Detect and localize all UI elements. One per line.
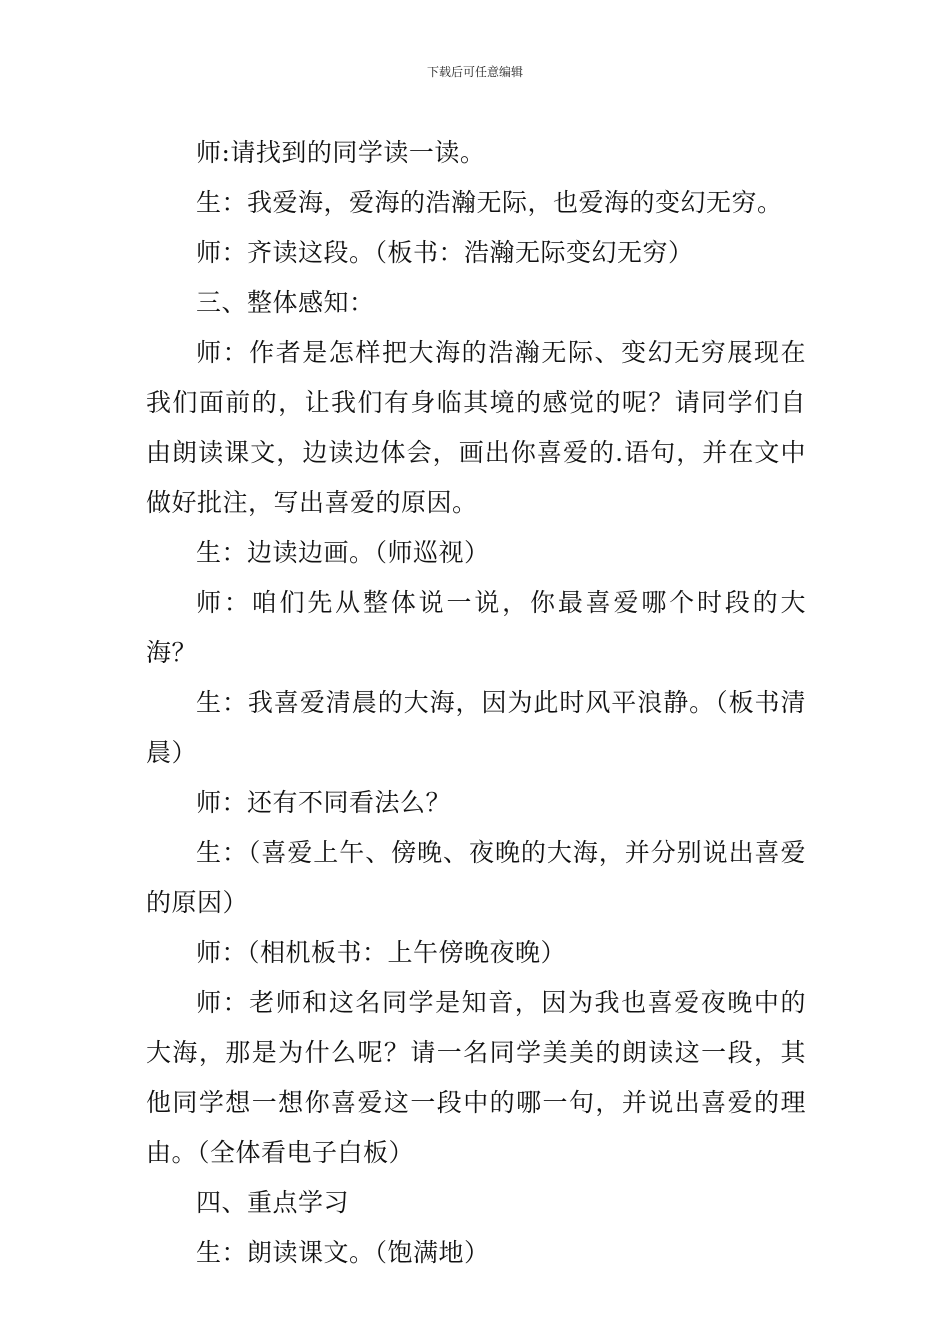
paragraph: 生：我喜爱清晨的大海，因为此时风平浪静。（板书清晨）	[146, 688, 806, 767]
paragraph: 师：老师和这名同学是知音，因为我也喜爱夜晚中的大海，那是为什么呢？请一名同学美美的朗读这一段，其他同学想一想你喜爱这一段中的哪一句，并说出喜爱的理由。（全体看电子白板）	[146, 988, 806, 1167]
paragraph: 师：还有不同看法么？	[196, 788, 452, 817]
section-heading: 四、重点学习	[196, 1188, 350, 1217]
paragraph: 师：作者是怎样把大海的浩瀚无际、变幻无穷展现在我们面前的，让我们有身临其境的感觉的呢？请同学们自由朗读课文，边读边体会，画出你喜爱的.语句，并在文中做好批注，写出喜爱的原因。	[146, 338, 806, 517]
paragraph: 师：齐读这段。（板书：浩瀚无际变幻无穷）	[196, 238, 694, 267]
paragraph: 生：边读边画。（师巡视）	[196, 538, 490, 567]
paragraph: 生：我爱海，爱海的浩瀚无际，也爱海的变幻无穷。	[196, 188, 783, 217]
paragraph: 师:请找到的同学读一读。	[196, 138, 486, 167]
paragraph: 师：（相机板书：上午傍晚夜晚）	[196, 938, 567, 967]
document-body	[146, 128, 806, 1278]
paragraph: 生：朗读课文。（饱满地）	[196, 1238, 490, 1267]
page-header: 下载后可任意编辑	[426, 65, 523, 79]
paragraph: 师：咱们先从整体说一说，你最喜爱哪个时段的大海？	[146, 588, 806, 667]
section-heading: 三、整体感知：	[196, 288, 375, 317]
paragraph: 生：（喜爱上午、傍晚、夜晚的大海，并分别说出喜爱的原因）	[146, 838, 806, 917]
